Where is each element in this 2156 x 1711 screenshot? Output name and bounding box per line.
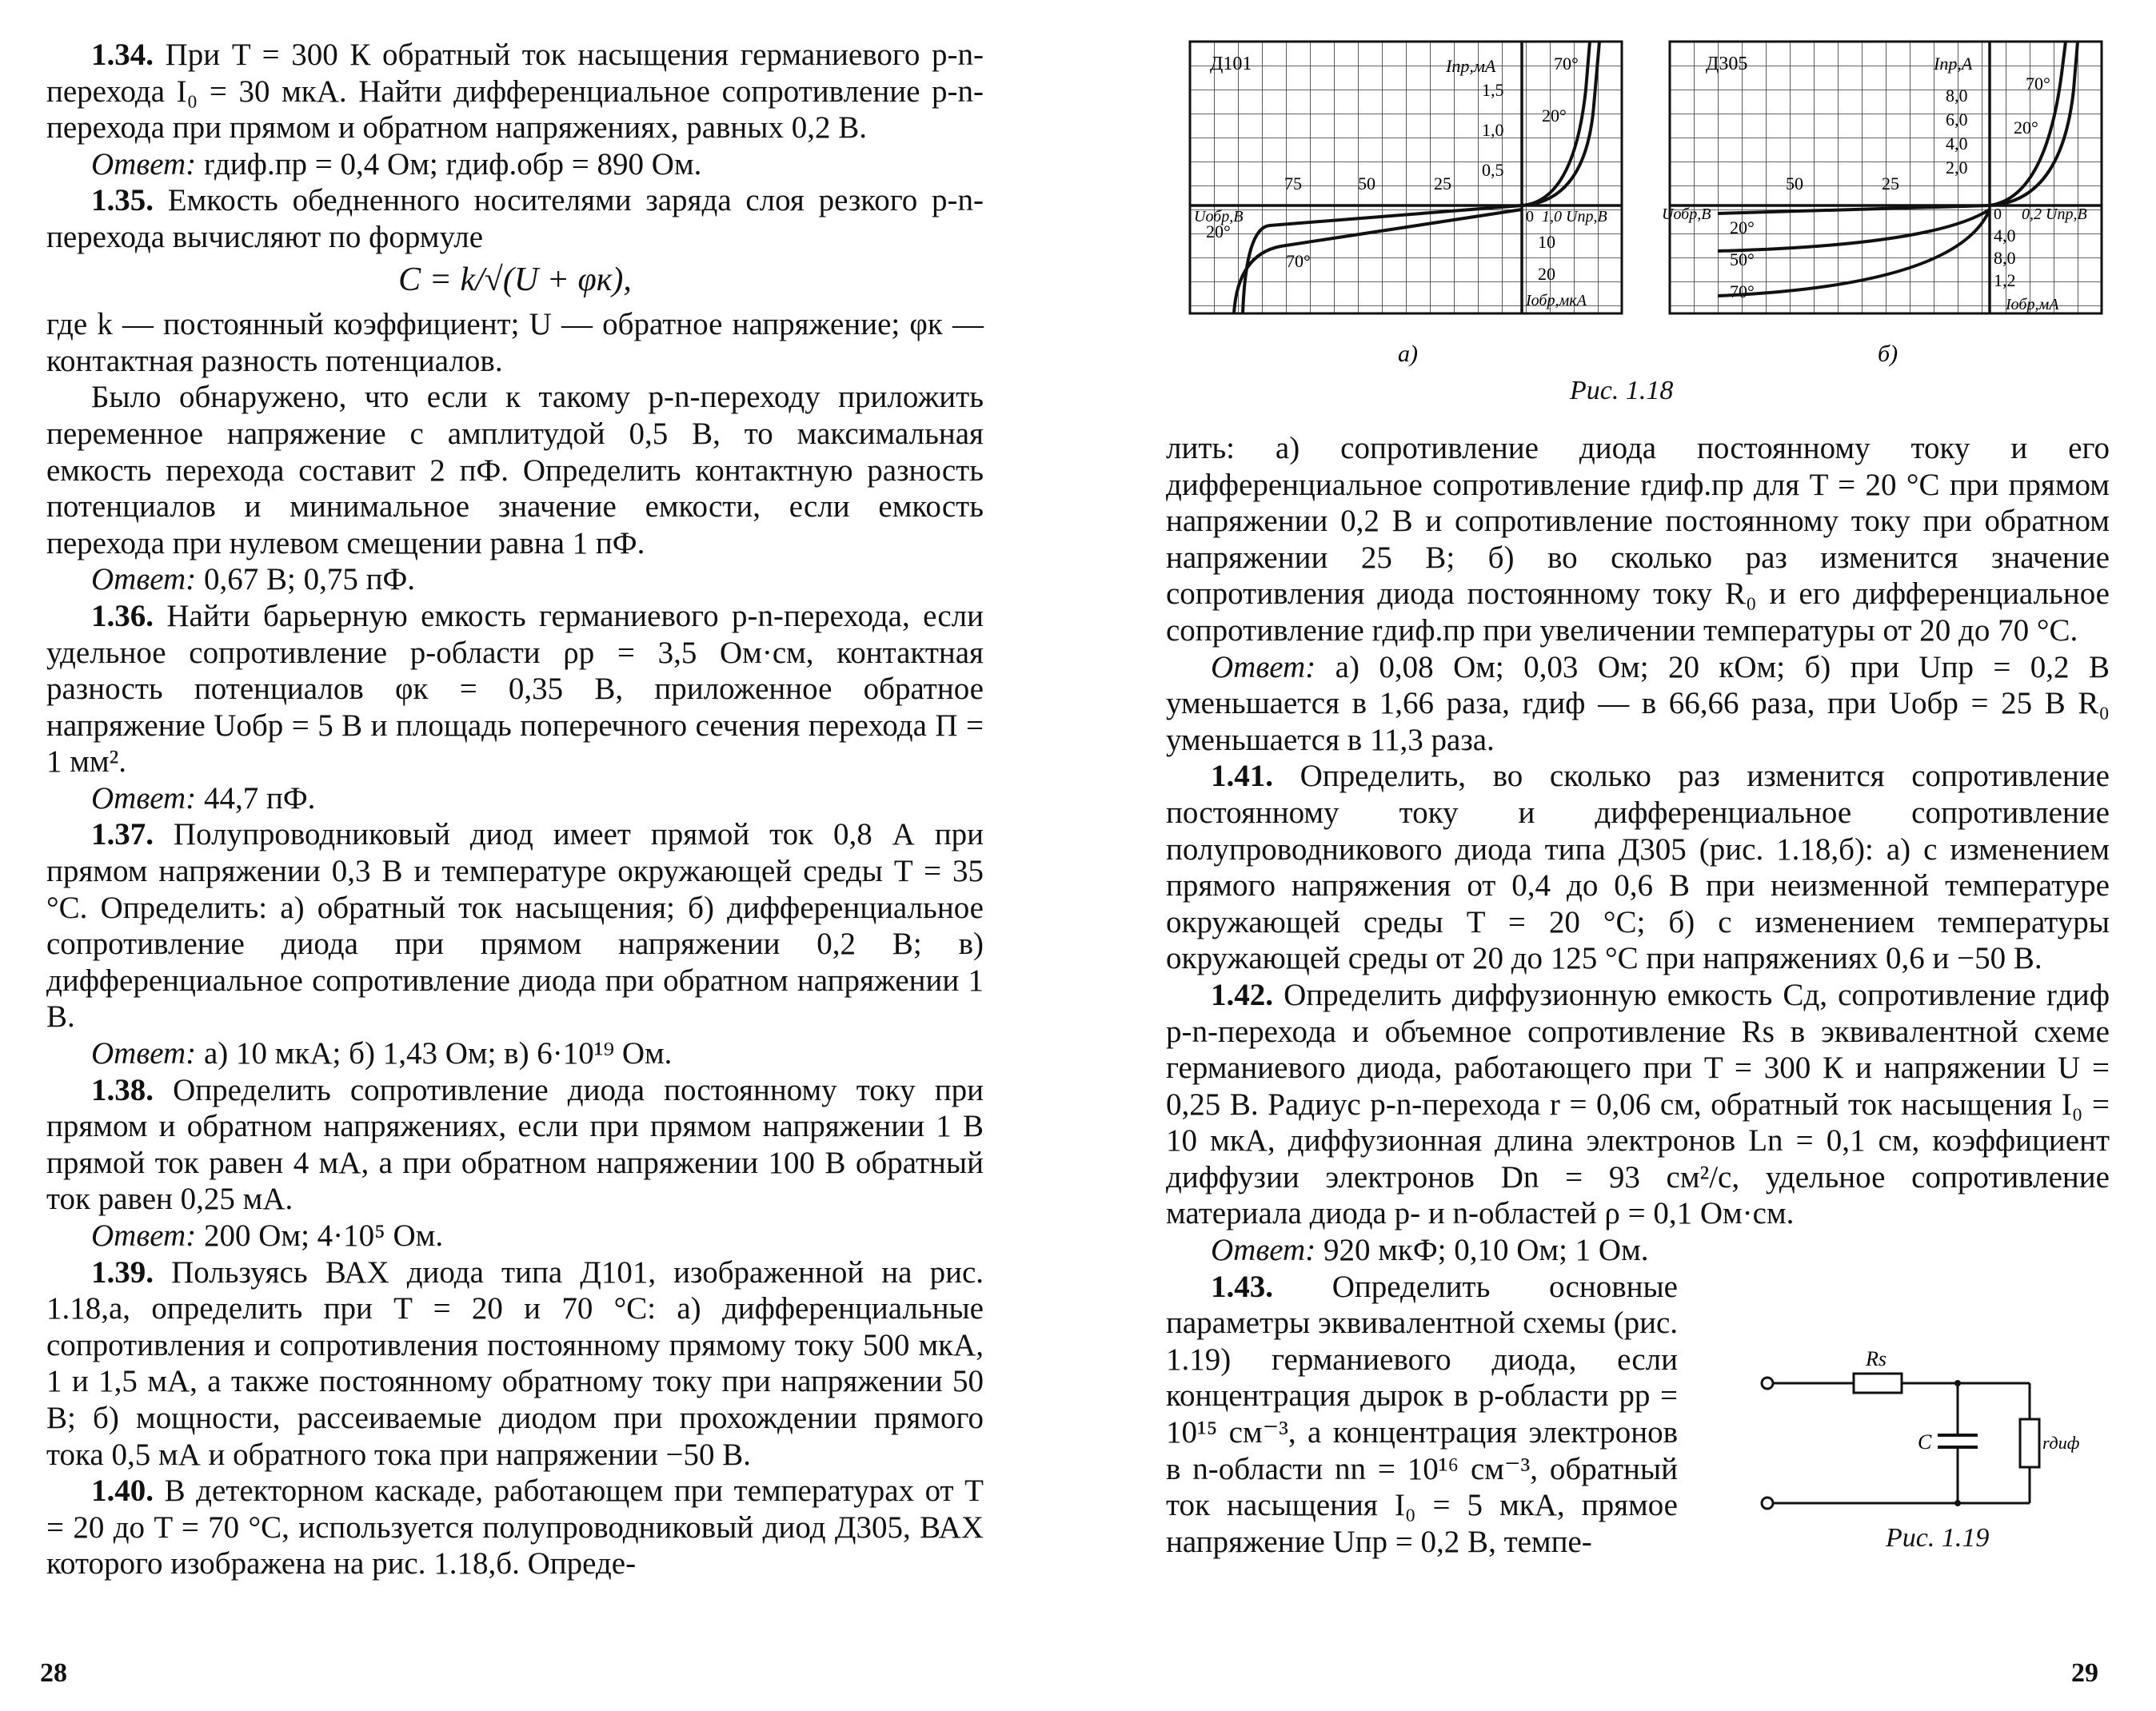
answer-text: 200 Ом; 4·10⁵ Ом. xyxy=(203,1218,444,1253)
book-gutter xyxy=(1070,0,1072,1711)
problem-1-40-continued: лить: а) сопротивление диода постоянному току и его дифференциальное сопротивление rдиф.пр для T = 20 °С при прямом напряжении 0,2 В и сопротивление постоянному току при обратном напряжении 25 В; б) во сколько раз изменится значение сопротивления диода постоянному току R₀ и его дифференциальное сопротивление rдиф.пр при увеличении температуры от 20 до 70 °С. xyxy=(1166,431,2110,648)
problem-1-37 xyxy=(46,816,984,1035)
graph-b-yneg-tick-3: 1,2 xyxy=(1994,270,2016,290)
problem-number: 1.35. xyxy=(91,183,154,218)
problem-number: 1.34. xyxy=(91,38,154,72)
graph-a-origin: 0 xyxy=(1526,208,1534,225)
answer-label: Ответ: xyxy=(91,146,197,181)
graph-b-origin: 0 xyxy=(1994,205,2002,223)
problem-text: Полупроводниковый диод имеет прямой ток 0,8 А при прямом напряжении 0,3 В и температуре окружающей среды T = 35 °С. Определить: а) обратный ток насыщения; б) дифференциальное сопротивление диода при прямом напряжении 0,2 В; в) дифференциальное сопротивление диода при обратном напряжении 1 В. xyxy=(46,817,984,1035)
graph-b-temp-4: 50° xyxy=(1730,249,1755,269)
graph-a-xtick-2: 50 xyxy=(1358,173,1375,193)
answer-1-36 xyxy=(46,780,984,817)
answer-label: Ответ: xyxy=(91,1218,197,1253)
graph-a-ytick-1: 1,5 xyxy=(1482,80,1504,100)
graph-b-temp-3: 20° xyxy=(1730,217,1755,237)
graph-a-device: Д101 xyxy=(1210,54,1252,74)
graph-a-x-pos-label: 1,0 Uпр,В xyxy=(1542,208,1607,225)
graph-b-ytick-4: 2,0 xyxy=(1946,158,1968,177)
graph-b-y-neg-label: Iобр,мА xyxy=(2006,296,2059,313)
graph-b-x-pos-label: 0,2 Uпр,В xyxy=(2022,205,2087,223)
problem-text: Емкость обедненного носителями заряда слоя резкого p-n-перехода вычисляют по формуле xyxy=(46,183,984,254)
answer-text: 0,67 В; 0,75 пФ. xyxy=(203,562,415,597)
graph-b-ytick-3: 4,0 xyxy=(1946,134,1968,154)
problem-number: 1.39. xyxy=(91,1254,154,1290)
answer-1-35 xyxy=(46,561,984,598)
problem-number: 1.38. xyxy=(91,1072,154,1107)
problem-text: В детекторном каскаде, работающем при температурах от T = 20 до T = 70 °С, используется полупроводниковый диод Д305, ВАХ которого изображена на рис. 1.18,б. Опреде- xyxy=(46,1474,984,1581)
graph-a-temp-2: 20° xyxy=(1542,106,1567,126)
resistor-rs xyxy=(1854,1374,1902,1393)
answer-1-34 xyxy=(46,146,984,183)
answer-text: rдиф.пр = 0,4 Ом; rдиф.обр = 890 Ом. xyxy=(203,146,702,181)
graph-a-yneg-tick-1: 10 xyxy=(1538,232,1555,252)
resistor-rdif xyxy=(2020,1419,2039,1467)
graph-a-xtick-3: 25 xyxy=(1434,173,1451,193)
problem-1-41 xyxy=(1166,758,2110,977)
graph-b-yneg-tick-2: 8,0 xyxy=(1994,248,2016,268)
problem-text: Найти барьерную емкость германиевого p-n-перехода, если удельное сопротивление p-области ρp = 3,5 Ом·см, контактная разность потенциалов φк = 0,35 В, приложенное обратное напряжение Uобр = 5 В и площадь поперечного сечения перехода П = 1 мм². xyxy=(46,598,984,780)
problem-text: Определить основные параметры эквивалентной схемы (рис. 1.19) германиевого диода, если концентрация дырок в p-области pp = 10¹⁵ см⁻³, а концентрация электронов в n-области nn = 10¹⁶ см⁻³, обратный ток насыщения I₀ = 5 мкА, прямое напряжение Uпр = 0,2 В, темпе- xyxy=(1166,1269,1678,1559)
graph-a-y-pos-label: Iпр,мА xyxy=(1446,56,1496,76)
c-label: C xyxy=(1918,1430,1932,1454)
answer-1-40 xyxy=(1166,649,2110,759)
problem-number: 1.37. xyxy=(91,817,154,852)
graph-b-x-neg-label: Uобр,В xyxy=(1662,205,1711,223)
problem-1-35 xyxy=(46,182,984,255)
rs-label: Rs xyxy=(1866,1347,1886,1370)
page-number: 29 xyxy=(2071,1658,2098,1688)
problem-1-39 xyxy=(46,1254,984,1474)
answer-text: а) 0,08 Ом; 0,03 Ом; 20 кОм; б) при Uпр = 0,2 В уменьшается в 1,66 раза, rдиф — в 66,66 раза, при Uобр = 25 В R₀ уменьшается в 11,3 раза. xyxy=(1166,649,2110,757)
answer-1-42 xyxy=(1166,1232,1678,1269)
terminal-bottom xyxy=(1762,1498,1773,1509)
page-number: 28 xyxy=(40,1658,67,1688)
answer-label: Ответ: xyxy=(91,780,197,816)
graph-b-y-pos-label: Iпр,А xyxy=(1934,54,1973,74)
graph-b-temp-5: 70° xyxy=(1730,281,1755,301)
answer-1-37 xyxy=(46,1035,984,1072)
right-page xyxy=(1078,0,2156,1711)
graph-b-temp-2: 20° xyxy=(2014,118,2038,138)
answer-label: Ответ: xyxy=(91,1036,197,1071)
problem-1-42 xyxy=(1166,977,2110,1232)
answer-label: Ответ: xyxy=(1211,649,1316,684)
problem-text: Пользуясь ВАХ диода типа Д101, изображенной на рис. 1.18,а, определить при T = 20 и 70 °С: а) дифференциальные сопротивления и сопротивления постоянному прямому току 500 мкА, 1 и 1,5 мА, а также постоянному обратному току при напряжении 50 В; б) мощности, рассеиваемые диодом при прохождении прямого тока 0,5 мА и обратного тока при напряжении −50 В. xyxy=(46,1254,984,1472)
problem-1-38 xyxy=(46,1072,984,1218)
graph-a-temp-1: 70° xyxy=(1554,54,1579,74)
graph-b-device: Д305 xyxy=(1706,54,1748,74)
figure-1-18 xyxy=(1190,42,2102,393)
graph-a-d101 xyxy=(1190,42,1622,367)
graph-a-ytick-3: 0,5 xyxy=(1482,160,1504,180)
problem-1-36 xyxy=(46,598,984,780)
graph-b-xtick-1: 50 xyxy=(1786,173,1803,193)
graph-b-temp-1: 70° xyxy=(2026,74,2050,94)
graph-b-d305 xyxy=(1662,42,2102,367)
graph-a-y-neg-label: Iобр,мкА xyxy=(1526,292,1587,309)
figure-1-18-graphs xyxy=(1190,42,2102,393)
problem-1-35-continued: Было обнаружено, что если к такому p-n-переходу приложить переменное напряжение с амплитудой 0,5 В, то максимальная емкость перехода составит 2 пФ. Определить контактную разность потенциалов и минимальное значение емкости, если емкость перехода при нулевом смещении равна 1 пФ. xyxy=(46,380,984,560)
problem-1-34 xyxy=(46,37,984,146)
left-text-column xyxy=(46,37,984,1582)
problem-number: 1.42. xyxy=(1211,977,1273,1012)
problem-number: 1.41. xyxy=(1211,759,1273,794)
graph-b-ytick-1: 8,0 xyxy=(1946,86,1968,106)
problem-text: Определить диффузионную емкость Cд, сопротивление rдиф p-n-перехода и объемное сопротивление Rs в эквивалентной схеме германиевого диода, работающего при T = 300 К и напряжении U = 0,25 В. Радиус p-n-перехода r = 0,06 см, обратный ток насыщения I₀ = 10 мкА, диффузионная длина электронов Ln = 0,1 см, коэффициент диффузии электронов Dn = 93 см²/с, удельное сопротивление материала диода p- и n-областей ρ = 0,1 Ом·см. xyxy=(1166,977,2110,1231)
formula-explanation: где k — постоянный коэффициент; U — обратное напряжение; φк — контактная разность потенциалов. xyxy=(46,307,984,378)
answer-text: а) 10 мкА; б) 1,43 Ом; в) 6·10¹⁹ Ом. xyxy=(203,1036,673,1071)
graph-b-yneg-tick-1: 4,0 xyxy=(1994,225,2016,245)
graph-a-temp-4: 70° xyxy=(1286,251,1311,271)
answer-label: Ответ: xyxy=(1211,1233,1316,1268)
terminal-top xyxy=(1762,1378,1773,1389)
problem-number: 1.40. xyxy=(91,1474,154,1509)
graph-a-ytick-2: 1,0 xyxy=(1482,120,1504,140)
figure-1-18-caption: Рис. 1.18 xyxy=(1570,376,1674,405)
answer-text: 44,7 пФ. xyxy=(203,780,316,816)
figure-1-19-caption: Рис. 1.19 xyxy=(1886,1523,1990,1553)
graph-b-xtick-2: 25 xyxy=(1882,173,1899,193)
problem-1-40 xyxy=(46,1473,984,1582)
problem-number: 1.43. xyxy=(1211,1269,1273,1304)
rdif-label: rдиф xyxy=(2042,1433,2080,1453)
answer-1-38 xyxy=(46,1218,984,1254)
graph-b-ytick-2: 6,0 xyxy=(1946,110,1968,130)
graph-b-label: б) xyxy=(1878,341,1898,367)
problem-1-43 xyxy=(1166,1269,1678,1561)
answer-text: 920 мкФ; 0,10 Ом; 1 Ом. xyxy=(1323,1233,1649,1268)
equivalent-circuit-diagram xyxy=(1758,1347,2080,1543)
graph-a-xtick-1: 75 xyxy=(1284,173,1302,193)
graph-a-temp-3: 20° xyxy=(1206,221,1231,241)
graph-a-x-neg-label: Uобр,В xyxy=(1194,208,1244,225)
figure-1-19 xyxy=(1758,1347,2080,1543)
answer-label: Ответ: xyxy=(91,562,197,597)
problem-text: Определить, во сколько раз изменится сопротивление постоянному току и дифференциальное сопротивление полупроводникового диода типа Д305 (рис. 1.18,б): а) с изменением прямого напряжения от 0,4 до 0,6 В при неизменной температуре окружающей среды T = 20 °С; б) с изменением температуры окружающей среды от 20 до 125 °С при напряжениях 0,6 и −50 В. xyxy=(1166,759,2110,976)
graph-a-yneg-tick-2: 20 xyxy=(1538,264,1555,284)
capacitance-formula: C = k/√(U + φк), xyxy=(398,261,632,298)
graph-a-label: а) xyxy=(1398,341,1418,367)
problem-text: Определить сопротивление диода постоянному току при прямом и обратном напряжениях, если при прямом напряжении 1 В прямой ток равен 4 мА, а при обратном напряжении 100 В обратный ток равен 0,25 мА. xyxy=(46,1072,984,1217)
problem-number: 1.36. xyxy=(91,598,154,633)
problem-text: При T = 300 К обратный ток насыщения германиевого p-n-перехода I₀ = 30 мкА. Найти дифференциальное сопротивление p-n-перехода при прямом и обратном напряжениях, равных 0,2 В. xyxy=(46,38,984,146)
